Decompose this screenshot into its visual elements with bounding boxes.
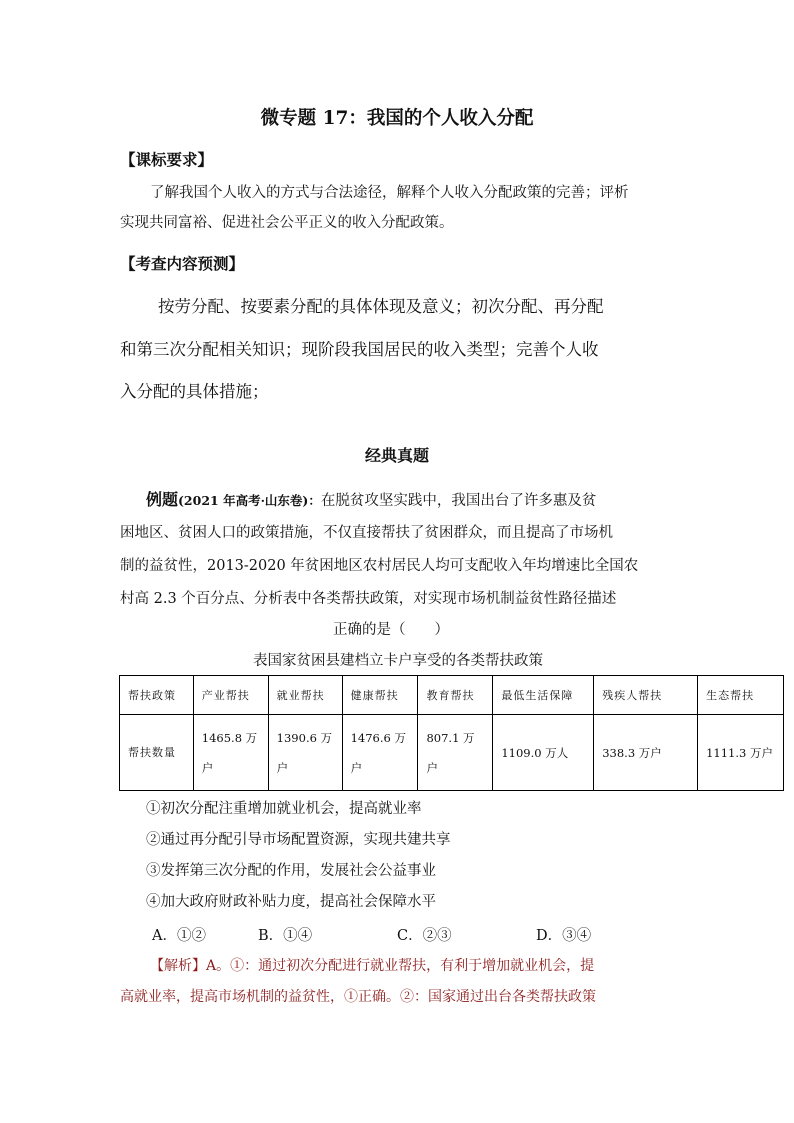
curriculum-text-line: 实现共同富裕、促进社会公平正义的收入分配政策。 (120, 215, 454, 231)
table-header-row (120, 676, 784, 715)
table-cell: 338.3 万户 (594, 715, 698, 791)
example-text-line: 村高 2.3 个百分点、分析表中各类帮扶政策，对实现市场机制益贫性路径描述 (120, 591, 617, 607)
table-cell: 1476.6 万户 (342, 715, 418, 791)
table-cell: 1465.8 万户 (193, 715, 268, 791)
analysis-text-line: 高就业率，提高市场机制的益贫性，①正确。②：国家通过出台各类帮扶政策 (120, 989, 596, 1005)
statement-item: ④加大政府财政补贴力度，提高社会保障水平 (146, 894, 436, 910)
option-d: D．③④ (536, 928, 592, 944)
table-caption: 表国家贫困县建档立卡户享受的各类帮扶政策 (253, 653, 543, 669)
example-text: 在脱贫攻坚实践中，我国出台了许多惠及贫 (320, 493, 597, 509)
forecast-text-line: 入分配的具体措施； (120, 382, 269, 401)
statement-item: ②通过再分配引导市场配置资源，实现共建共享 (146, 832, 451, 848)
option-a: A．①② (152, 928, 206, 944)
example-text-line: 制的益贫性，2013-2020 年贫困地区农村居民人均可支配收入年均增速比全国农 (120, 558, 639, 574)
analysis-text-line: 【解析】A。①：通过初次分配进行就业帮扶，有利于增加就业机会，提 (150, 958, 595, 974)
table-header-cell: 帮扶政策 (120, 676, 194, 715)
option-b: B．①④ (258, 928, 313, 944)
table-header-cell: 最低生活保障 (493, 676, 594, 715)
example-label: 例题 (146, 490, 179, 509)
section-heading-forecast: 【考查内容预测】 (120, 254, 245, 273)
policy-table (119, 675, 784, 791)
table-header-cell: 教育帮扶 (418, 676, 493, 715)
option-c: C．②③ (397, 928, 452, 944)
forecast-text-line: 和第三次分配相关知识；现阶段我国居民的收入类型；完善个人收 (120, 340, 599, 359)
page-title: 微专题 17：我国的个人收入分配 (260, 108, 534, 129)
table-cell: 1390.6 万户 (268, 715, 342, 791)
table-cell: 1111.3 万户 (698, 715, 784, 791)
table-row (120, 715, 784, 791)
curriculum-text-line: 了解我国个人收入的方式与合法途径，解释个人收入分配政策的完善；评析 (150, 185, 629, 201)
section-heading-curriculum: 【课标要求】 (120, 150, 214, 169)
classic-questions-heading: 经典真题 (364, 446, 429, 465)
forecast-text-line: 按劳分配、按要素分配的具体体现及意义；初次分配、再分配 (158, 297, 604, 316)
table-header-cell: 健康帮扶 (342, 676, 418, 715)
statement-item: ①初次分配注重增加就业机会，提高就业率 (146, 801, 422, 817)
table-cell: 807.1 万户 (418, 715, 493, 791)
example-text-line: 正确的是（ ） (333, 622, 449, 638)
table-header-cell: 产业帮扶 (193, 676, 268, 715)
table-header-cell: 生态帮扶 (698, 676, 784, 715)
table-row-label: 帮扶数量 (120, 715, 194, 791)
example-text-line: 困地区、贫困人口的政策措施，不仅直接帮扶了贫困群众，而且提高了市场机 (120, 525, 613, 541)
statement-item: ③发挥第三次分配的作用，发展社会公益事业 (146, 863, 436, 879)
example-intro (146, 487, 596, 510)
table-header-cell: 就业帮扶 (268, 676, 342, 715)
table-cell: 1109.0 万人 (493, 715, 594, 791)
table-header-cell: 残疾人帮扶 (594, 676, 698, 715)
example-source: (2021 年高考·山东卷)： (178, 493, 321, 508)
